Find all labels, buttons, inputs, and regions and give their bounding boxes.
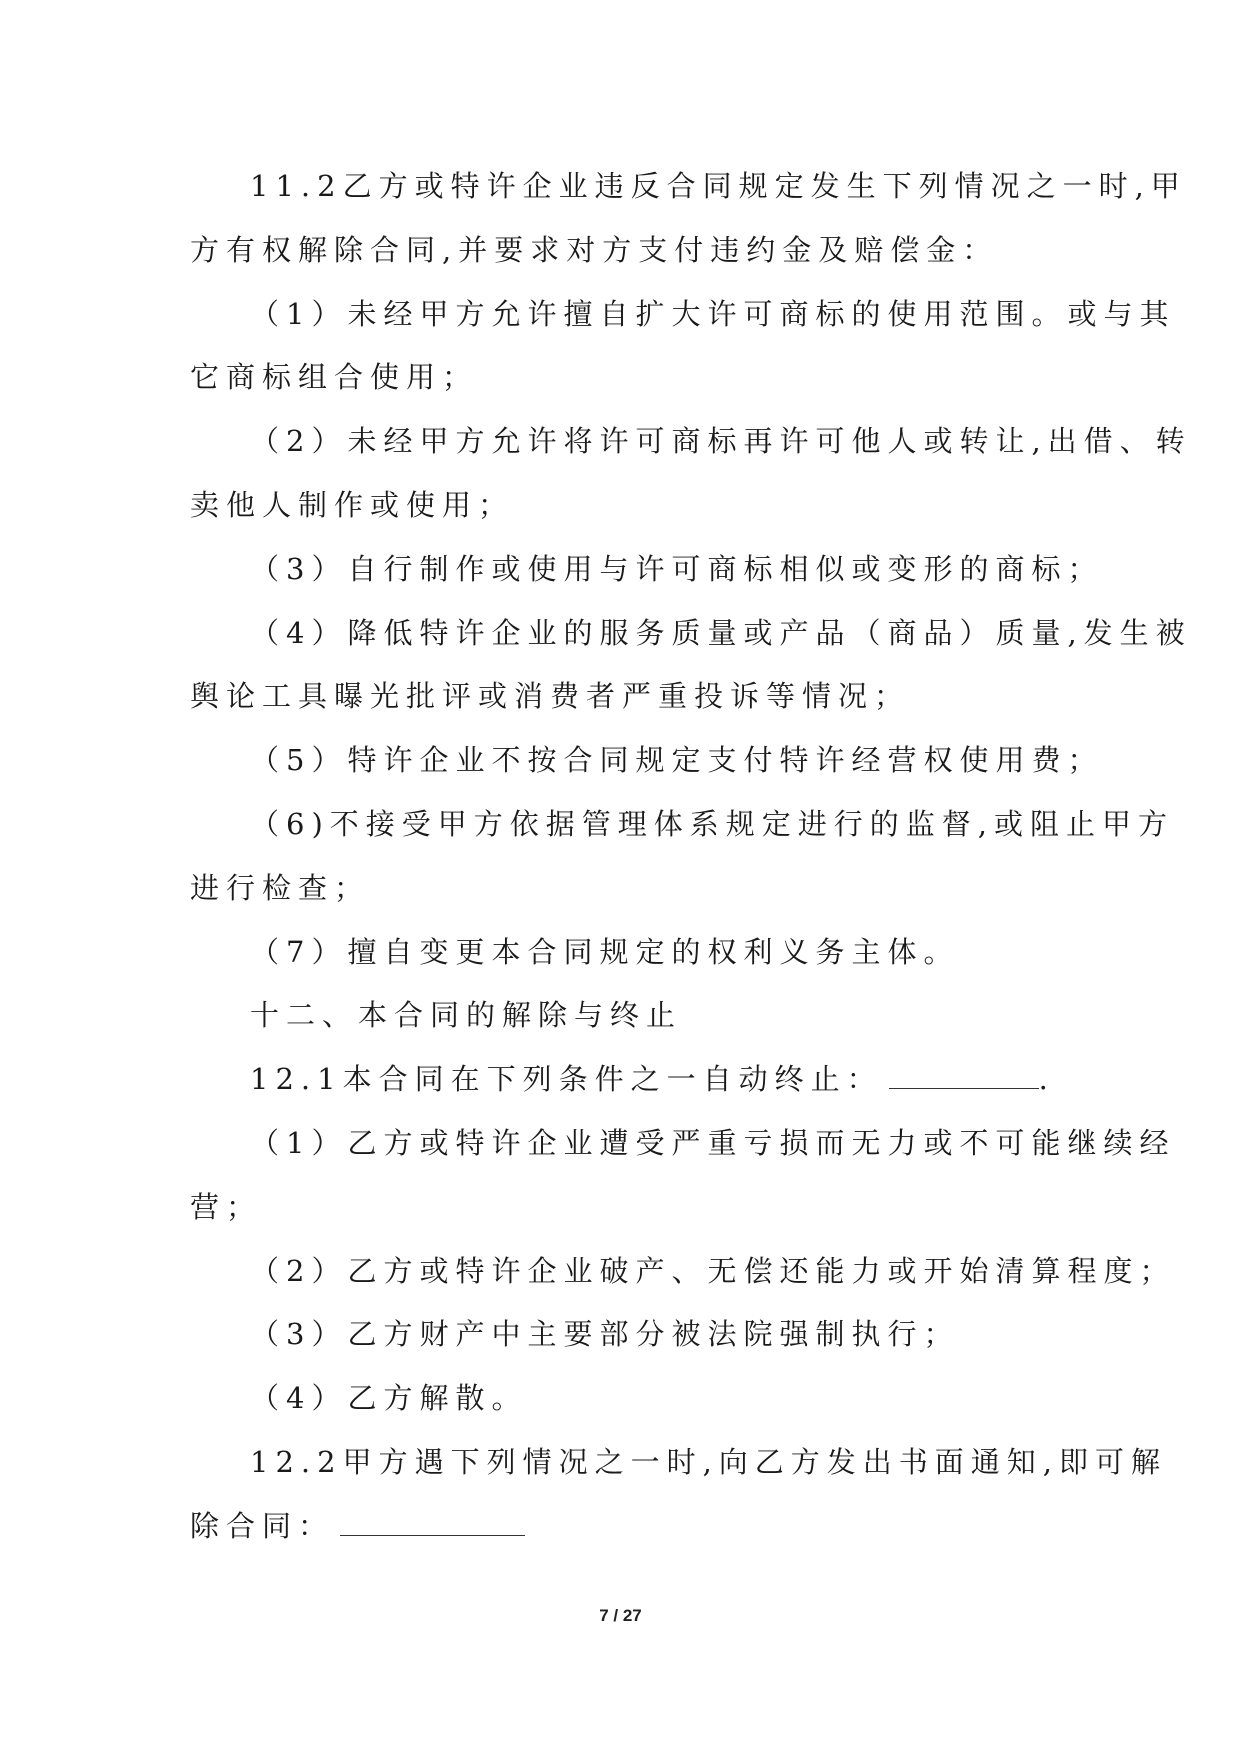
item-4-line-2: 舆论工具曝光批评或消费者严重投诉等情况； (190, 679, 911, 714)
paragraph-12-1 (190, 1048, 1060, 1112)
paragraph-12-2-line-2 (190, 1495, 1060, 1559)
paragraph-11-2-line-1: 11.2乙方或特许企业违反合同规定发生下列情况之一时,甲 (250, 169, 1187, 203)
fill-in-blank (889, 1064, 1039, 1089)
item-5: （5）特许企业不按合同规定支付特许经营权使用费； (250, 743, 1104, 778)
paragraph-11-2-line-2: 方有权解除合同,并要求对方支付违约金及赔偿金： (190, 232, 999, 267)
item-4-line-1: （4）降低特许企业的服务质量或产品（商品）质量,发生被 (250, 615, 1192, 650)
paragraph-12-2-text: 除合同： (190, 1508, 335, 1543)
item-2-line-2: 卖他人制作或使用； (190, 487, 515, 522)
term-item-1-line-2: 营； (190, 1189, 263, 1224)
item-1-line-1: （1）未经甲方允许擅自扩大许可商标的使用范围。或与其 (250, 296, 1176, 331)
fill-in-blank (340, 1511, 525, 1536)
item-3: （3）自行制作或使用与许可商标相似或变形的商标； (250, 551, 1104, 586)
document-body (190, 155, 1192, 1559)
page-number: 7 / 27 (599, 1606, 642, 1625)
item-7: （7）擅自变更本合同规定的权利义务主体。 (250, 934, 960, 969)
paragraph-12-1-period: . (1038, 1062, 1055, 1097)
item-1-line-2: 它商标组合使用； (190, 360, 479, 395)
term-item-4: （4）乙方解散。 (250, 1381, 528, 1416)
term-item-1-line-1: （1）乙方或特许企业遭受严重亏损而无力或不可能继续经 (250, 1125, 1176, 1160)
item-2-line-1: （2）未经甲方允许将许可商标再许可他人或转让,出借、转 (250, 424, 1192, 459)
paragraph-12-2-line-1: 12.2甲方遇下列情况之一时,向乙方发出书面通知,即可解 (250, 1444, 1168, 1479)
section-12-heading: 十二、本合同的解除与终止 (250, 998, 683, 1033)
paragraph-12-1-text: 12.1本合同在下列条件之一自动终止： (250, 1062, 883, 1097)
item-6-line-2: 进行检查； (190, 870, 371, 905)
item-6-line-1: （6)不接受甲方依据管理体系规定进行的监督,或阻止甲方 (250, 806, 1174, 841)
term-item-2: （2）乙方或特许企业破产、无偿还能力或开始清算程度； (250, 1253, 1176, 1288)
term-item-3: （3）乙方财产中主要部分被法院强制执行； (250, 1317, 960, 1352)
